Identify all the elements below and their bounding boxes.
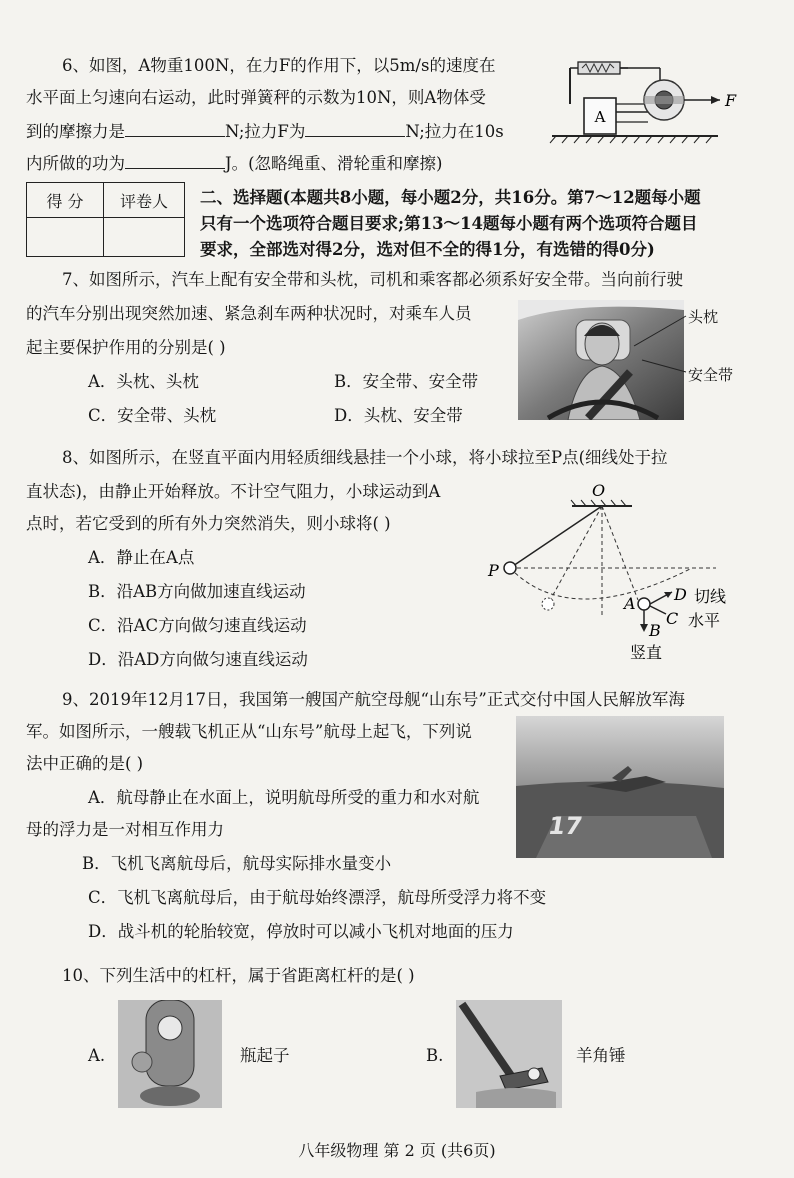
q7-line3: 起主要保护作用的分别是( ) (26, 338, 226, 357)
q10-option-b-text: 羊角锤 (576, 1046, 626, 1065)
q10-line1: 10、下列生活中的杠杆，属于省距离杠杆的是( ) (62, 966, 415, 985)
q8-line2: 直状态)，由静止开始释放。不计空气阻力，小球运动到A (26, 482, 441, 501)
string-op (510, 506, 602, 568)
score-header: 得 分 (27, 183, 104, 218)
q6-line4a: 内所做的功为 (26, 154, 125, 173)
q9-line2: 军。如图所示，一艘载飞机正从“山东号”航母上起飞，下列说 (26, 722, 472, 741)
answer-blank-friction[interactable] (125, 118, 225, 137)
q8-option-c[interactable]: C．沿AC方向做匀速直线运动 (88, 616, 307, 635)
force-f-label: F (725, 91, 737, 110)
point-p-label: P (488, 561, 499, 580)
q9-option-c[interactable]: C．飞机飞离航母后，由于航母始终漂浮，航母所受浮力将不变 (88, 888, 547, 907)
q9-option-d[interactable]: D．战斗机的轮胎较宽，停放时可以减小飞机对地面的压力 (88, 922, 514, 941)
q7-option-b[interactable]: B．安全带、安全带 (334, 372, 479, 391)
section2-line3: 要求，全部选对得2分，选对但不全的得1分，有选错的得0分) (200, 240, 655, 259)
q10-option-a-letter[interactable]: A. (88, 1046, 106, 1065)
seatbelt-label: 安全带 (688, 366, 734, 384)
q8-option-a[interactable]: A．静止在A点 (88, 548, 195, 567)
q8-line1: 8、如图所示，在竖直平面内用轻质细线悬挂一个小球，将小球拉至P点(细线处于拉 (62, 448, 668, 467)
q8-option-d[interactable]: D．沿AD方向做匀速直线运动 (88, 650, 308, 669)
point-b-label: B (649, 621, 661, 640)
q6-line4b: J。(忽略绳重、滑轮重和摩擦) (225, 154, 443, 173)
q10-claw-hammer-photo (456, 1000, 562, 1108)
q8-pendulum-figure (480, 480, 750, 665)
ball-at-a (638, 598, 650, 610)
point-a-label: A (624, 594, 636, 613)
q9-line3: 法中正确的是( ) (26, 754, 144, 773)
q9-line1: 9、2019年12月17日，我国第一艘国产航空母舰“山东号”正式交付中国人民解放军海 (62, 690, 685, 709)
q8-line3: 点时，若它受到的所有外力突然消失，则小球将( ) (26, 514, 391, 533)
q10-bottle-opener-photo (118, 1000, 222, 1108)
section2-line1: 二、选择题(本题共8小题，每小题2分，共16分。第7～12题每小题 (200, 188, 701, 207)
tangent-label: 切线 (694, 587, 727, 606)
horizontal-label: 水平 (688, 611, 721, 630)
block-a-label: A (594, 108, 606, 126)
section2-line2: 只有一个选项符合题目要求;第13～14题每小题有两个选项符合题目 (200, 214, 698, 233)
point-c-label: C (666, 609, 679, 628)
ball-at-p (504, 562, 516, 574)
answer-blank-work[interactable] (125, 150, 225, 169)
q6-line3a: 到的摩擦力是 (26, 122, 125, 141)
q9-option-a-line1[interactable]: A．航母静止在水面上，说明航母所受的重力和水对航 (88, 788, 480, 807)
q10-option-a-text: 瓶起子 (240, 1046, 290, 1065)
q7-option-c[interactable]: C．安全带、头枕 (88, 406, 217, 425)
q7-option-a[interactable]: A．头枕、头枕 (88, 372, 199, 391)
grader-cell[interactable] (104, 218, 185, 257)
vertical-label: 竖直 (630, 643, 663, 662)
q6-line3b: N;拉力F为 (225, 122, 306, 141)
q6-line1: 6、如图，A物重100N，在力F的作用下，以5m/s的速度在 (62, 56, 496, 75)
headrest-label: 头枕 (688, 308, 719, 326)
q6-line3 (26, 118, 504, 144)
score-cell[interactable] (27, 218, 104, 257)
q7-line1: 7、如图所示，汽车上配有安全带和头枕，司机和乘客都必须系好安全带。当向前行驶 (62, 270, 683, 289)
q9-option-a-line2: 母的浮力是一对相互作用力 (26, 820, 224, 839)
grader-header: 评卷人 (104, 183, 185, 218)
q10-option-b-letter[interactable]: B. (426, 1046, 444, 1065)
q6-line3c: N;拉力在10s (405, 122, 504, 141)
q6-line2: 水平面上匀速向右运动，此时弹簧秤的示数为10N，则A物体受 (26, 88, 486, 107)
q7-leader-lines (628, 306, 688, 386)
deck-number: 17 (546, 812, 585, 840)
q6-pulley-figure (548, 52, 744, 144)
q7-line2: 的汽车分别出现突然加速、紧急刹车两种状况时，对乘车人员 (26, 304, 472, 323)
q9-carrier-photo (516, 716, 724, 858)
page-footer: 八年级物理 第 2 页 (共6页) (298, 1141, 496, 1160)
q6-line4 (26, 150, 443, 176)
q9-option-b[interactable]: B．飞机飞离航母后，航母实际排水量变小 (82, 854, 392, 873)
point-o-label: O (592, 481, 606, 500)
q8-option-b[interactable]: B．沿AB方向做加速直线运动 (88, 582, 306, 601)
answer-blank-force[interactable] (305, 118, 405, 137)
score-box (26, 182, 185, 257)
swing-arc (510, 568, 692, 599)
point-d-label: D (674, 585, 687, 604)
q7-option-d[interactable]: D．头枕、安全带 (334, 406, 463, 425)
